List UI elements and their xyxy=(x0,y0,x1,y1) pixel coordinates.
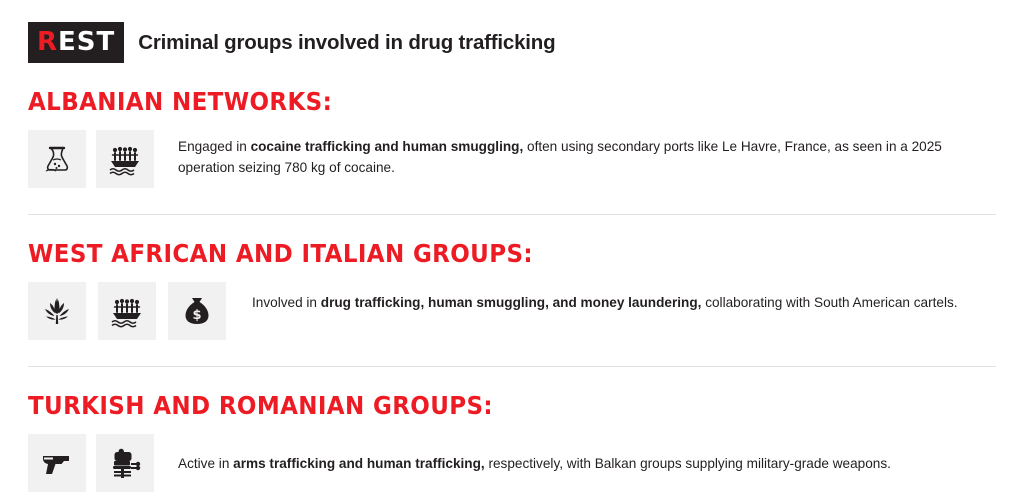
cocaine-bag-icon xyxy=(28,130,86,188)
svg-text:$: $ xyxy=(192,308,202,323)
section-albanian-networks xyxy=(0,89,1024,188)
section-title: TURKISH AND ROMANIAN GROUPS: xyxy=(28,391,493,420)
desc-part: Involved in xyxy=(252,295,321,310)
cannabis-leaf-icon xyxy=(28,282,86,340)
desc-part: Engaged in xyxy=(178,139,251,154)
divider xyxy=(28,214,996,215)
section-description xyxy=(252,292,958,313)
icon-group xyxy=(28,130,164,188)
shackled-fist-icon xyxy=(96,434,154,492)
rest-logo xyxy=(28,22,124,63)
page-title: Criminal groups involved in drug trafficking xyxy=(138,30,556,54)
desc-part-bold: cocaine trafficking and human smuggling, xyxy=(250,139,524,154)
human-smuggling-boat-icon xyxy=(98,282,156,340)
section-body xyxy=(28,282,996,340)
desc-part: respectively, with Balkan groups supplying military-grade weapons. xyxy=(484,456,891,471)
logo-text: EST xyxy=(58,27,116,57)
section-turkish-and-romanian-groups xyxy=(0,393,1024,492)
icon-group xyxy=(28,282,238,340)
desc-part-bold: drug trafficking, human smuggling, and money laundering, xyxy=(320,295,702,310)
section-description xyxy=(178,136,978,178)
section-title: WEST AFRICAN AND ITALIAN GROUPS: xyxy=(28,239,533,268)
icon-group xyxy=(28,434,164,492)
divider xyxy=(28,366,996,367)
human-smuggling-boat-icon xyxy=(96,130,154,188)
logo-accent-letter: R xyxy=(37,27,59,57)
desc-part: collaborating with South American cartels. xyxy=(701,295,958,310)
desc-part: Active in xyxy=(178,456,234,471)
section-body xyxy=(28,130,996,188)
section-body xyxy=(28,434,996,492)
page-header xyxy=(0,0,1024,63)
section-description xyxy=(178,453,891,474)
section-title: ALBANIAN NETWORKS: xyxy=(28,87,333,116)
desc-part-bold: arms trafficking and human trafficking, xyxy=(233,456,485,471)
desc-part: often using secondary ports like Le Havre, France, as seen in a 2025 operation seizing 780 kg of cocaine. xyxy=(178,139,942,176)
handgun-icon xyxy=(28,434,86,492)
money-bag-icon xyxy=(168,282,226,340)
section-west-african-and-italian-groups xyxy=(0,241,1024,340)
